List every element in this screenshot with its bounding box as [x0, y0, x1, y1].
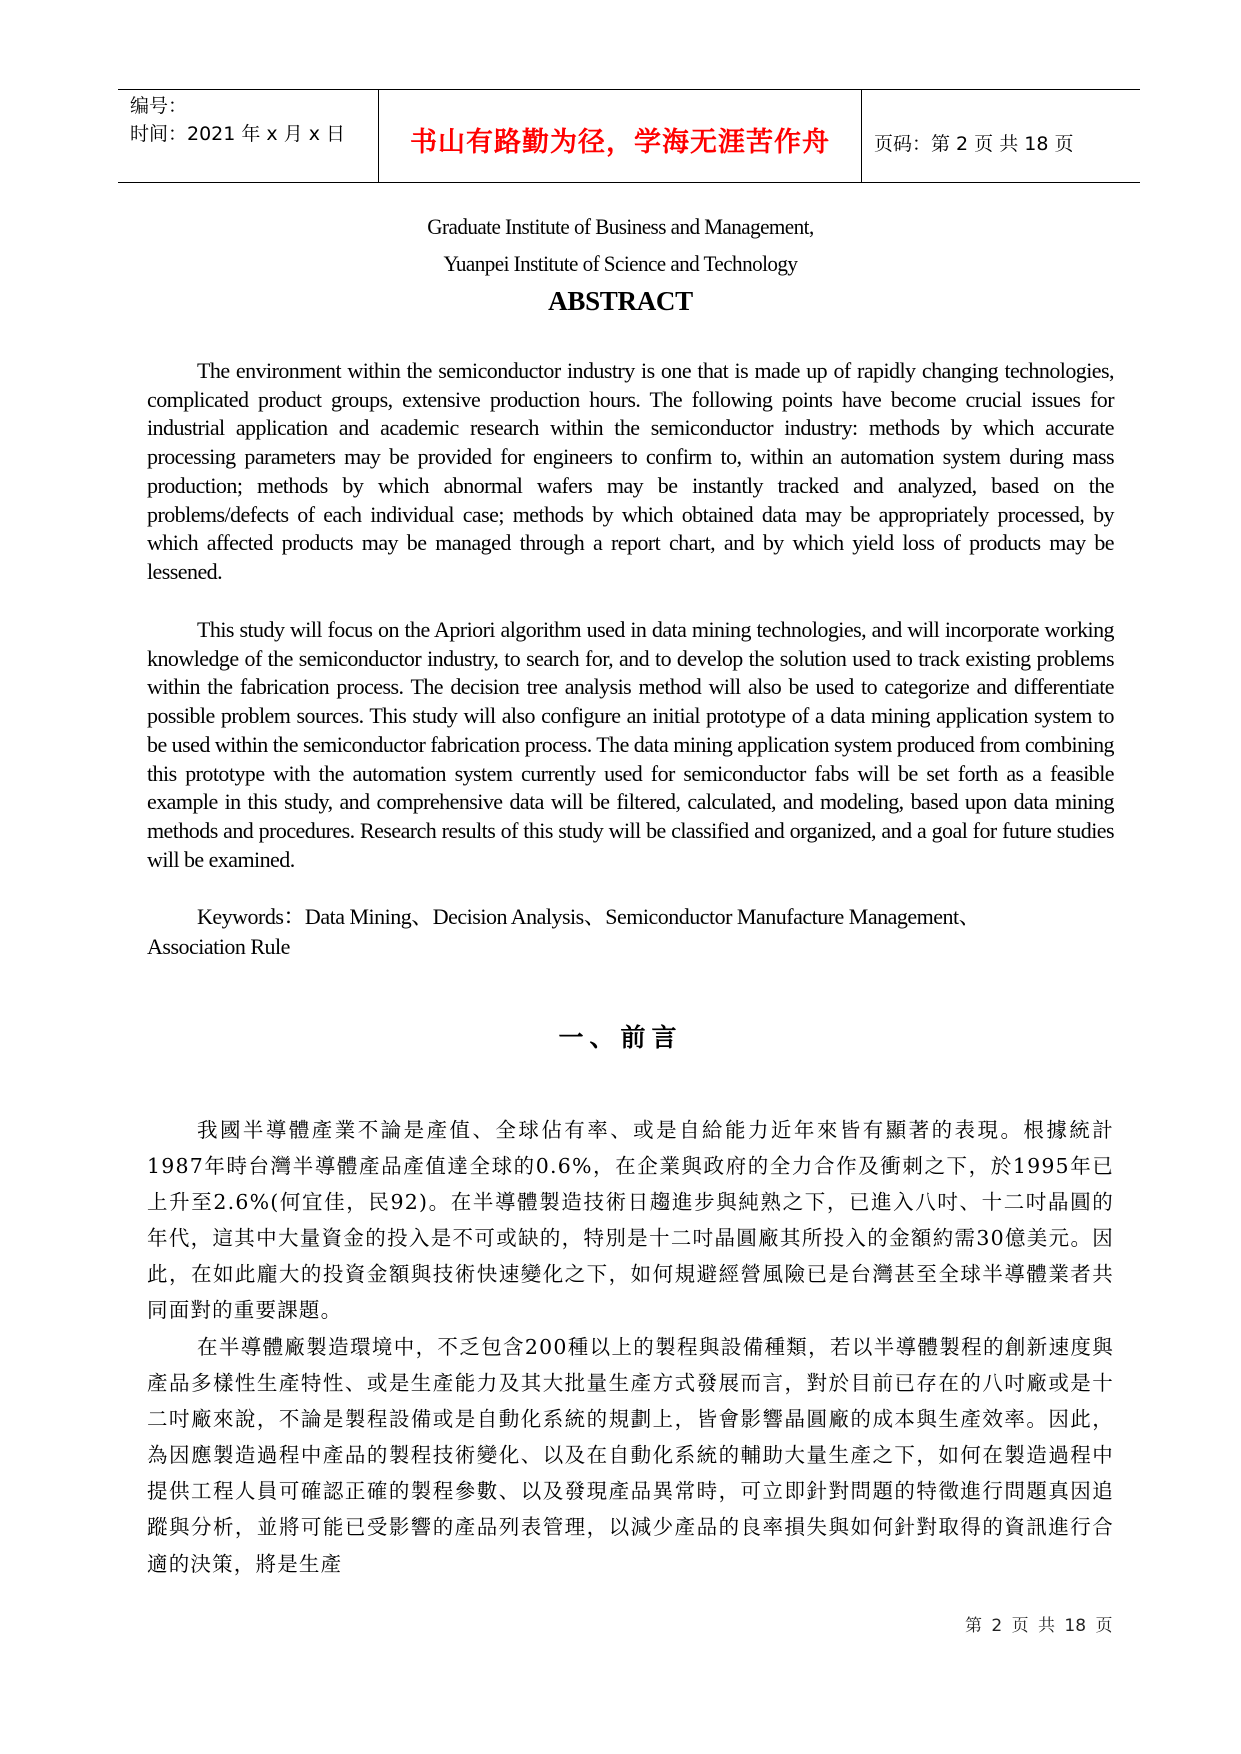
serial-number-label: 编号：: [130, 95, 188, 117]
header-page-info: 页码：第 2 页 共 18 页: [874, 132, 1074, 155]
keywords-line-2: Association Rule: [147, 934, 290, 959]
header-meta-cell: [118, 90, 378, 182]
affiliation-line-1: Graduate Institute of Business and Management,: [427, 214, 814, 239]
keywords-line-1: Keywords：Data Mining、Decision Analysis、Semiconductor Manufacture Management、: [197, 904, 981, 929]
intro-paragraph-2: [147, 1329, 1114, 1582]
intro-paragraph-1: [147, 1112, 1114, 1329]
intro-paragraph-1-text: 我國半導體產業不論是產值、全球佔有率、或是自給能力近年來皆有顯著的表現。根據統計1987年時台灣半導體產品產值達全球的0.6%，在企業與政府的全力合作及衝刺之下，於1995年已上升至2.6%(何宜佳，民92)。在半導體製造技術日趨進步與純熟之下，已進入八吋、十二吋晶圓的年代，這其中大量資金的投入是不可或缺的，特別是十二吋晶圓廠其所投入的金額約需30億美元。因此，在如此龐大的投資金額與技術快速變化之下，如何規避經營風險已是台灣甚至全球半導體業者共同面對的重要課題。: [147, 1118, 1114, 1323]
abstract-title: ABSTRACT: [548, 286, 693, 316]
abstract-paragraph-1-text: The environment within the semiconductor industry is one that is made up of rapidly changing technologies, complicated product groups, extensive production hours. The following points have become crucial issues for industrial application and academic research within the semiconductor industry: methods by which accurate processing parameters may be provided for engineers to confirm to, within an automation system during mass production; methods by which abnormal wafers may be instantly tracked and analyzed, based on the problems/defects of each individual case; methods by which obtained data may be appropriately processed, by which affected products may be managed through a report chart, and by which yield loss of products may be lessened.: [147, 358, 1114, 584]
header-motto-cell: [378, 90, 862, 182]
abstract-paragraph-1: [147, 357, 1114, 587]
abstract-paragraph-2: [147, 616, 1114, 874]
abstract-paragraph-2-text: This study will focus on the Apriori algorithm used in data mining technologies, and will incorporate working knowledge of the semiconductor industry, to search for, and to develop the solution used to track existing problems within the fabrication process. The decision tree analysis method will also be used to categorize and differentiate possible problem sources. This study will also configure an initial prototype of a data mining application system to be used within the semiconductor fabrication process. The data mining application system produced from combining this prototype with the automation system currently used for semiconductor fabs will be set forth as a feasible example in this study, and comprehensive data will be filtered, calculated, and modeling, based upon data mining methods and procedures. Research results of this study will be classified and organized, and a goal for future studies will be examined.: [147, 617, 1114, 872]
keywords: [147, 902, 1147, 962]
page-footer: 第 2 页 共 18 页: [965, 1616, 1113, 1636]
page-header-table: [118, 89, 1140, 183]
affiliation-line-2: Yuanpei Institute of Science and Technology: [443, 251, 798, 276]
date-label: 时间：2021 年 x 月 x 日: [130, 123, 346, 145]
section-heading-introduction: 一、前言: [558, 1023, 683, 1052]
intro-paragraph-2-text: 在半導體廠製造環境中，不乏包含200種以上的製程與設備種類，若以半導體製程的創新速度與產品多樣性生產特性、或是生產能力及其大批量生產方式發展而言，對於目前已存在的八吋廠或是十二吋廠來說，不論是製程設備或是自動化系統的規劃上，皆會影響晶圓廠的成本與生產效率。因此，為因應製造過程中產品的製程技術變化、以及在自動化系統的輔助大量生產之下，如何在製造過程中提供工程人員可確認正確的製程參數、以及發現產品異常時，可立即針對問題的特徵進行問題真因追蹤與分析，並將可能已受影響的產品列表管理，以減少產品的良率損失與如何針對取得的資訊進行合適的決策，將是生產: [147, 1335, 1114, 1576]
header-motto: 书山有路勤为径，学海无涯苦作舟: [410, 126, 830, 158]
header-page-cell: [862, 96, 1140, 188]
